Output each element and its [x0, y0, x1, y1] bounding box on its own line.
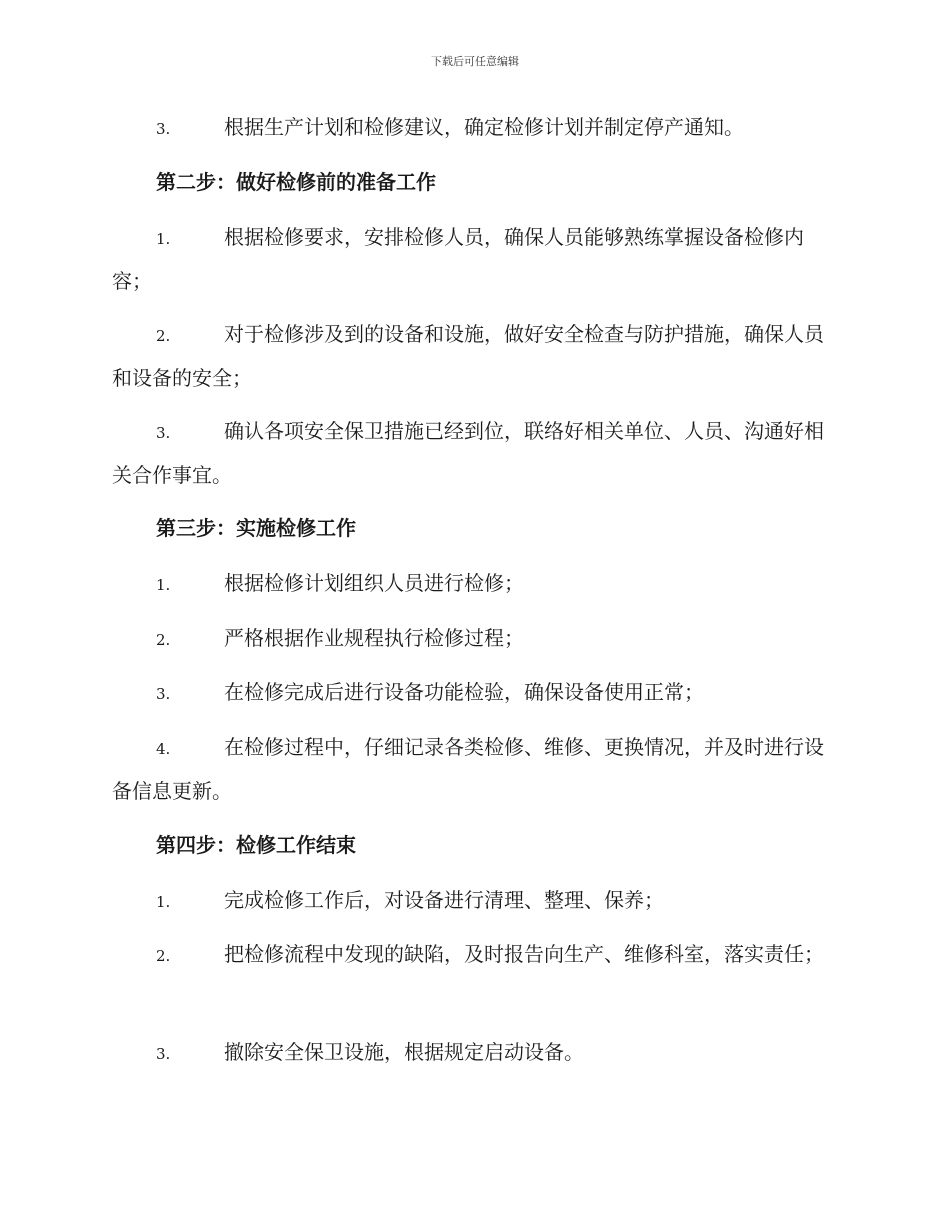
- list-item: [112, 617, 834, 661]
- list-item-number: 2.: [156, 631, 171, 649]
- list-item-number: 1.: [156, 230, 171, 248]
- list-item-number: 4.: [156, 740, 171, 758]
- list-item-number: 3.: [156, 120, 171, 138]
- list-item-text: 严格根据作业规程执行检修过程；: [224, 626, 524, 650]
- list-item: [112, 879, 834, 923]
- list-item: [112, 933, 834, 977]
- list-item-text: 完成检修工作后，对设备进行清理、整理、保养；: [224, 888, 664, 912]
- list-item-text: 根据检修要求，安排检修人员，确保人员能够熟练掌握设备检修内容；: [112, 225, 804, 293]
- section-heading-step3: 第三步：实施检修工作: [156, 516, 356, 540]
- list-item-number: 1.: [156, 893, 171, 911]
- list-item-number: 2.: [156, 947, 171, 965]
- list-item: [112, 562, 834, 606]
- list-item-text: 确认各项安全保卫措施已经到位，联络好相关单位、人员、沟通好相关合作事宜。: [112, 419, 824, 487]
- list-item: [112, 216, 834, 302]
- section-heading-step2: 第二步：做好检修前的准备工作: [156, 170, 436, 194]
- list-item-number: 1.: [156, 576, 171, 594]
- list-item-number: 2.: [156, 327, 171, 345]
- list-item-text: 撤除安全保卫设施，根据规定启动设备。: [224, 1040, 584, 1064]
- list-item-text: 根据生产计划和检修建议，确定检修计划并制定停产通知。: [224, 115, 744, 139]
- page-header: 下载后可任意编辑: [431, 55, 519, 68]
- list-item: [112, 671, 834, 715]
- list-item-number: 3.: [156, 685, 171, 703]
- list-item: [112, 106, 834, 150]
- list-item: [112, 726, 834, 812]
- list-item-number: 3.: [156, 424, 171, 442]
- list-item: [112, 410, 834, 496]
- section-heading-step4: 第四步：检修工作结束: [156, 833, 356, 857]
- list-item-text: 在检修完成后进行设备功能检验，确保设备使用正常；: [224, 680, 704, 704]
- list-item: [112, 1031, 834, 1075]
- list-item: [112, 313, 834, 399]
- list-item-text: 对于检修涉及到的设备和设施，做好安全检查与防护措施，确保人员和设备的安全；: [112, 322, 824, 390]
- list-item-number: 3.: [156, 1045, 171, 1063]
- list-item-text: 根据检修计划组织人员进行检修；: [224, 571, 524, 595]
- list-item-text: 把检修流程中发现的缺陷，及时报告向生产、维修科室，落实责任；: [224, 942, 824, 966]
- list-item-text: 在检修过程中，仔细记录各类检修、维修、更换情况，并及时进行设备信息更新。: [112, 735, 824, 803]
